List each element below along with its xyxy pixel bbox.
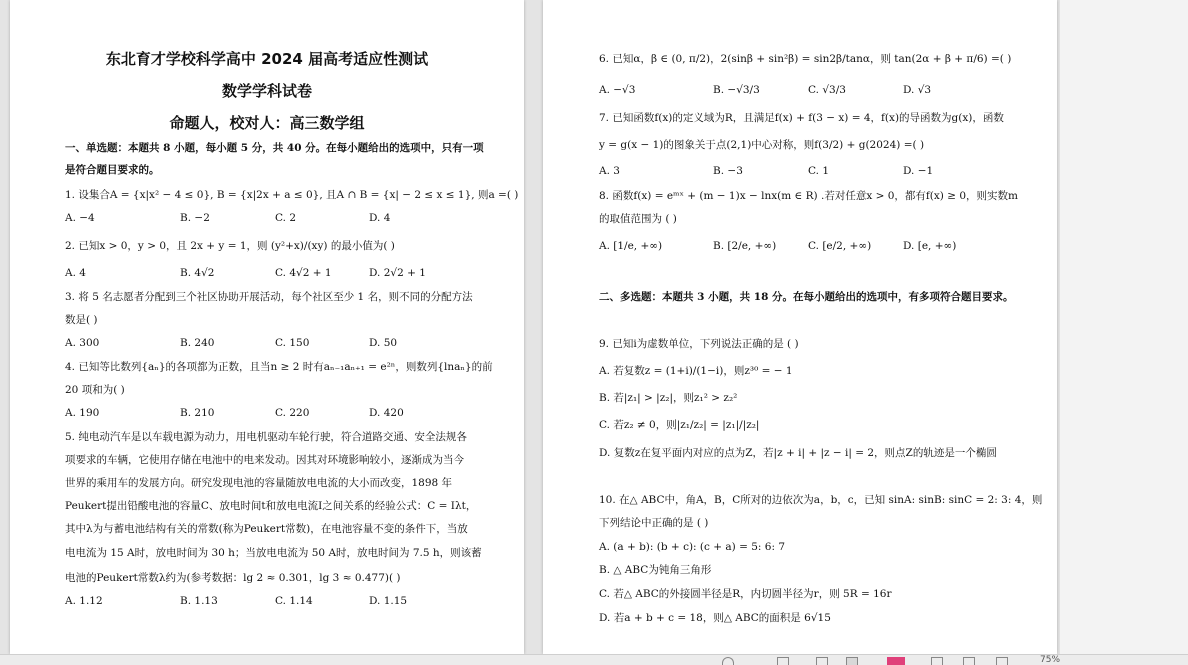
q3-option-b: B. 240 bbox=[180, 337, 215, 349]
q1-option-c: C. 2 bbox=[275, 212, 297, 224]
question-10: 10. 在△ ABC中，角A，B，C所对的边依次为a，b，c，已知 sinA: sinB: sinC = 2: 3: 4，则 bbox=[599, 494, 1043, 506]
q2-option-c: C. 4√2 + 1 bbox=[275, 267, 332, 279]
q10-option-d: D. 若a + b + c = 18，则△ ABC的面积是 6√15 bbox=[599, 612, 831, 624]
q4-option-a: A. 190 bbox=[65, 407, 100, 419]
q7-option-d: D. −1 bbox=[903, 165, 934, 177]
section1-heading: 一、单选题：本题共 8 小题，每小题 5 分，共 40 分。在每小题给出的选项中，只有一项 bbox=[65, 142, 484, 154]
exam-authors: 命题人，校对人：高三数学组 bbox=[169, 114, 365, 132]
q8-option-c: C. [e/2, +∞) bbox=[808, 240, 872, 252]
q2-option-a: A. 4 bbox=[65, 267, 86, 279]
section2-heading: 二、多选题：本题共 3 小题，共 18 分。在每小题给出的选项中，有多项符合题目要求。 bbox=[599, 291, 1014, 303]
question-9: 9. 已知i为虚数单位，下列说法正确的是 ( ) bbox=[599, 338, 799, 350]
question-5-line5: 其中λ为与蓄电池结构有关的常数(称为Peukert常数)，在电池容量不变的条件下，当放 bbox=[65, 523, 468, 535]
question-3-cont: 数是( ) bbox=[65, 314, 98, 326]
question-5-line6: 电电流为 15 A时，放电时间为 30 h；当放电电流为 50 A时，放电时间为 7.5 h，则该蓄 bbox=[65, 547, 482, 559]
q4-option-d: D. 420 bbox=[369, 407, 404, 419]
question-7-cont: y = g(x − 1)的图象关于点(2,1)中心对称，则f(3/2) + g(2024) =( ) bbox=[599, 139, 925, 151]
question-5-line3: 世界的乘用车的发展方向。研究发现电池的容量随放电电流的大小而改变，1898 年 bbox=[65, 477, 453, 489]
q4-option-c: C. 220 bbox=[275, 407, 310, 419]
question-5-line7: 电池的Peukert常数λ约为(参考数据：lg 2 ≈ 0.301，lg 3 ≈ 0.477)( ) bbox=[65, 572, 401, 584]
q6-option-b: B. −√3/3 bbox=[713, 84, 760, 96]
q3-option-c: C. 150 bbox=[275, 337, 310, 349]
viewer-background bbox=[1060, 0, 1188, 654]
q9-option-a: A. 若复数z = (1+i)/(1−i)，则z³⁰ = − 1 bbox=[599, 365, 793, 377]
exam-subtitle: 数学学科试卷 bbox=[221, 82, 312, 100]
section1-heading-cont: 是符合题目要求的。 bbox=[65, 164, 160, 176]
q8-option-b: B. [2/e, +∞) bbox=[713, 240, 777, 252]
question-3: 3. 将 5 名志愿者分配到三个社区协助开展活动，每个社区至少 1 名，则不同的分配方法 bbox=[65, 291, 473, 303]
exam-page-left bbox=[10, 0, 524, 654]
q10-option-b: B. △ ABC为钝角三角形 bbox=[599, 564, 712, 576]
q5-option-d: D. 1.15 bbox=[369, 595, 408, 607]
q9-option-d: D. 复数z在复平面内对应的点为Z，若|z + i| + |z − i| = 2，则点Z的轨迹是一个椭圆 bbox=[599, 447, 997, 459]
q3-option-d: D. 50 bbox=[369, 337, 398, 349]
q5-option-b: B. 1.13 bbox=[180, 595, 218, 607]
q1-option-a: A. −4 bbox=[65, 212, 95, 224]
q2-option-b: B. 4√2 bbox=[180, 267, 215, 279]
question-5-line2: 项要求的车辆，它使用存储在电池中的电来发动。因其对环境影响较小，逐渐成为当今 bbox=[65, 454, 464, 466]
q1-option-d: D. 4 bbox=[369, 212, 391, 224]
question-6: 6. 已知α，β ∈ (0, π/2)，2(sinβ + sin²β) = sin2β/tanα，则 tan(2α + β + π/6) =( ) bbox=[599, 53, 1012, 65]
q7-option-c: C. 1 bbox=[808, 165, 830, 177]
q10-option-a: A. (a + b): (b + c): (c + a) = 5: 6: 7 bbox=[599, 541, 785, 553]
exam-title: 东北育才学校科学高中 2024 届高考适应性测试 bbox=[105, 50, 429, 68]
q6-option-d: D. √3 bbox=[903, 84, 932, 96]
q5-option-c: C. 1.14 bbox=[275, 595, 313, 607]
question-4-cont: 20 项和为( ) bbox=[65, 384, 125, 396]
q10-option-c: C. 若△ ABC的外接圆半径是R，内切圆半径为r，则 5R = 16r bbox=[599, 588, 892, 600]
question-5-line4: Peukert提出铅酸电池的容量C、放电时间t和放电电流I之间关系的经验公式：C = Iλt， bbox=[65, 500, 477, 512]
q1-option-b: B. −2 bbox=[180, 212, 210, 224]
q9-option-b: B. 若|z₁| > |z₂|，则z₁² > z₂² bbox=[599, 392, 738, 404]
q6-option-a: A. −√3 bbox=[599, 84, 636, 96]
status-bar bbox=[0, 654, 1188, 665]
q8-option-a: A. [1/e, +∞) bbox=[599, 240, 663, 252]
q8-option-d: D. [e, +∞) bbox=[903, 240, 957, 252]
question-8: 8. 函数f(x) = eᵐˣ + (m − 1)x − lnx(m ∈ R) .若对任意x > 0，都有f(x) ≥ 0，则实数m bbox=[599, 190, 1019, 202]
question-7: 7. 已知函数f(x)的定义域为R，且满足f(x) + f(3 − x) = 4，f(x)的导函数为g(x)，函数 bbox=[599, 112, 1004, 124]
question-2: 2. 已知x > 0，y > 0，且 2x + y = 1，则 (y²+x)/(xy) 的最小值为( ) bbox=[65, 240, 395, 252]
q6-option-c: C. √3/3 bbox=[808, 84, 846, 96]
q7-option-a: A. 3 bbox=[599, 165, 620, 177]
question-10-cont: 下列结论中正确的是 ( ) bbox=[599, 517, 709, 529]
q7-option-b: B. −3 bbox=[713, 165, 743, 177]
q9-option-c: C. 若z₂ ≠ 0，则|z₁/z₂| = |z₁|/|z₂| bbox=[599, 419, 760, 431]
zoom-level[interactable]: 75% bbox=[1040, 655, 1061, 665]
question-8-cont: 的取值范围为 ( ) bbox=[599, 213, 677, 225]
q4-option-b: B. 210 bbox=[180, 407, 215, 419]
q3-option-a: A. 300 bbox=[65, 337, 100, 349]
question-1: 1. 设集合A = {x|x² − 4 ≤ 0}, B = {x|2x + a ≤ 0}, 且A ∩ B = {x| − 2 ≤ x ≤ 1}, 则a =( ) bbox=[65, 189, 519, 201]
q5-option-a: A. 1.12 bbox=[65, 595, 103, 607]
exam-page-right bbox=[543, 0, 1057, 654]
question-4: 4. 已知等比数列{aₙ}的各项都为正数，且当n ≥ 2 时有aₙ₋₁aₙ₊₁ = e²ⁿ，则数列{lnaₙ}的前 bbox=[65, 361, 493, 373]
question-5: 5. 纯电动汽车是以车载电源为动力，用电机驱动车轮行驶，符合道路交通、安全法规各 bbox=[65, 431, 467, 443]
q2-option-d: D. 2√2 + 1 bbox=[369, 267, 426, 279]
